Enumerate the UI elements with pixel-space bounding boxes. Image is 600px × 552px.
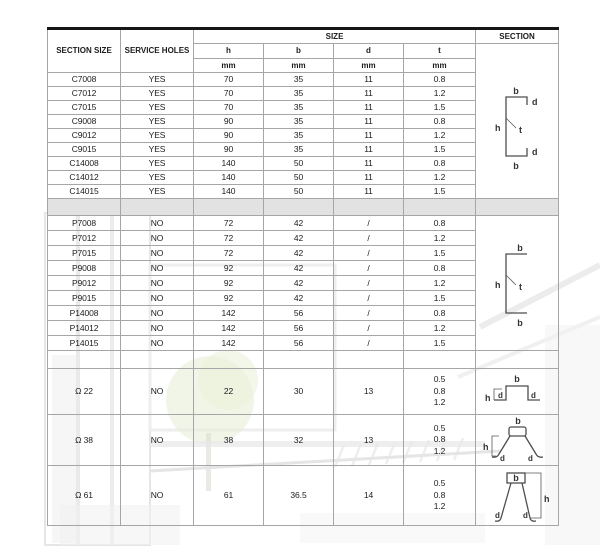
cell-d: 11 [334, 143, 404, 157]
label-h: h [483, 442, 489, 452]
cell-h: 70 [194, 87, 264, 101]
omega22-profile-diagram [484, 372, 550, 412]
cell-service-holes: NO [121, 231, 194, 246]
label-d: d [495, 510, 500, 520]
label-b: b [513, 161, 519, 171]
omega38-profile-diagram [483, 416, 551, 464]
c-section-diagram-cell [476, 44, 559, 199]
p-section-diagram-cell [476, 216, 559, 351]
cell-b: 42 [264, 216, 334, 231]
cell-section-size: P7008 [48, 216, 121, 231]
cell-service-holes: NO [121, 306, 194, 321]
col-header-section-size: SECTION SIZE [48, 29, 121, 73]
cell-section-size: C9015 [48, 143, 121, 157]
label-b: b [514, 373, 520, 384]
t-pointer-line [506, 118, 516, 128]
cell-t [404, 369, 476, 415]
t-value: 0.5 [433, 422, 446, 433]
section-size-table [47, 27, 559, 526]
cell-h: 140 [194, 171, 264, 185]
spacer-row [48, 351, 559, 369]
cell-section-size: P7012 [48, 231, 121, 246]
cell-d: / [334, 306, 404, 321]
cell-t [404, 466, 476, 526]
label-t: t [519, 125, 522, 135]
spacer-cell [48, 351, 121, 369]
cell-b: 35 [264, 73, 334, 87]
cell-d: / [334, 336, 404, 351]
cell-service-holes: NO [121, 276, 194, 291]
label-d: d [528, 454, 533, 463]
cell-h: 72 [194, 231, 264, 246]
cell-d: 14 [334, 466, 404, 526]
cell-d: / [334, 231, 404, 246]
label-b: b [513, 472, 519, 483]
label-b: b [517, 318, 523, 328]
col-header-b: b [264, 44, 334, 59]
spacer-cell [121, 351, 194, 369]
c-profile-outline [506, 97, 527, 156]
cell-b: 35 [264, 87, 334, 101]
cell-d: / [334, 216, 404, 231]
cell-d: 13 [334, 369, 404, 415]
cell-t: 0.8 [404, 157, 476, 171]
cell-service-holes: NO [121, 466, 194, 526]
cell-d: 11 [334, 171, 404, 185]
cell-service-holes: NO [121, 246, 194, 261]
col-header-h: h [194, 44, 264, 59]
cell-service-holes: NO [121, 216, 194, 231]
cell-section-size: C9012 [48, 129, 121, 143]
t-value: 0.8 [433, 434, 446, 445]
cell-h: 142 [194, 321, 264, 336]
cell-section-size: P14012 [48, 321, 121, 336]
cell-b: 35 [264, 101, 334, 115]
cell-section-size: P14015 [48, 336, 121, 351]
cell-d: 11 [334, 101, 404, 115]
cell-section-size: C14015 [48, 185, 121, 199]
cell-h: 92 [194, 276, 264, 291]
cell-h: 72 [194, 216, 264, 231]
cell-b: 36.5 [264, 466, 334, 526]
cell-b: 50 [264, 185, 334, 199]
cell-t: 1.5 [404, 101, 476, 115]
spacer-cell [334, 351, 404, 369]
cell-service-holes: YES [121, 129, 194, 143]
label-h: h [495, 280, 501, 290]
spacer-cell [404, 351, 476, 369]
t-value: 1.2 [433, 397, 446, 408]
cell-t: 1.5 [404, 246, 476, 261]
cell-t: 1.2 [404, 231, 476, 246]
omega61-diagram-cell [476, 466, 559, 526]
cell-section-size: C7008 [48, 73, 121, 87]
cell-h: 90 [194, 129, 264, 143]
label-b: b [513, 86, 519, 96]
t-value: 1.2 [433, 501, 446, 512]
cell-h: 70 [194, 73, 264, 87]
cell-b: 50 [264, 157, 334, 171]
label-h: h [485, 392, 491, 403]
unit-d: mm [334, 59, 404, 73]
cell-section-size: P14008 [48, 306, 121, 321]
cell-service-holes: YES [121, 73, 194, 87]
col-header-section: SECTION [476, 29, 559, 44]
cell-service-holes: YES [121, 171, 194, 185]
omega22-diagram-cell [476, 369, 559, 415]
cell-b: 35 [264, 129, 334, 143]
cell-t: 1.2 [404, 87, 476, 101]
t-value: 0.8 [433, 385, 446, 396]
t-value: 0.8 [433, 489, 446, 500]
cell-t: 1.5 [404, 291, 476, 306]
cell-h: 61 [194, 466, 264, 526]
cell-section-size: C14008 [48, 157, 121, 171]
cell-t: 1.5 [404, 185, 476, 199]
label-d: d [532, 97, 538, 107]
header-row [48, 29, 559, 44]
cell-service-holes: YES [121, 115, 194, 129]
crown-box [509, 427, 526, 436]
unit-t: mm [404, 59, 476, 73]
cell-section-size: P9008 [48, 261, 121, 276]
col-header-t: t [404, 44, 476, 59]
separator-band-row [48, 199, 559, 216]
table-row [48, 216, 559, 231]
cell-section-size: Ω 22 [48, 369, 121, 415]
band-cell [334, 199, 404, 216]
col-header-d: d [334, 44, 404, 59]
col-header-service-holes: SERVICE HOLES [121, 29, 194, 73]
table-row [48, 466, 559, 526]
cell-section-size: C7012 [48, 87, 121, 101]
t-value: 0.5 [433, 374, 446, 385]
cell-section-size: Ω 61 [48, 466, 121, 526]
label-t: t [519, 282, 522, 292]
label-d: d [500, 454, 505, 463]
cell-b: 35 [264, 115, 334, 129]
label-h: h [495, 123, 501, 133]
cell-d: 11 [334, 185, 404, 199]
cell-service-holes: NO [121, 321, 194, 336]
cell-service-holes: YES [121, 143, 194, 157]
cell-t: 1.2 [404, 321, 476, 336]
cell-t: 0.8 [404, 306, 476, 321]
h-bracket [492, 436, 499, 456]
cell-d: 11 [334, 87, 404, 101]
cell-b: 32 [264, 415, 334, 466]
cell-section-size: P7015 [48, 246, 121, 261]
cell-h: 22 [194, 369, 264, 415]
cell-h: 92 [194, 291, 264, 306]
cell-d: / [334, 276, 404, 291]
cell-b: 42 [264, 291, 334, 306]
cell-d: 11 [334, 157, 404, 171]
cell-service-holes: YES [121, 185, 194, 199]
cell-b: 50 [264, 171, 334, 185]
cell-service-holes: YES [121, 87, 194, 101]
band-cell [121, 199, 194, 216]
omega61-profile-diagram [481, 467, 553, 525]
cell-h: 140 [194, 185, 264, 199]
table-row [48, 369, 559, 415]
cell-section-size: C9008 [48, 115, 121, 129]
cell-d: / [334, 321, 404, 336]
cell-b: 56 [264, 336, 334, 351]
cell-h: 142 [194, 336, 264, 351]
cell-h: 90 [194, 115, 264, 129]
label-b: b [517, 243, 523, 253]
band-cell [476, 199, 559, 216]
band-cell [48, 199, 121, 216]
spacer-cell [264, 351, 334, 369]
cell-h: 72 [194, 246, 264, 261]
cell-t: 1.5 [404, 143, 476, 157]
cell-service-holes: NO [121, 291, 194, 306]
cell-section-size: P9015 [48, 291, 121, 306]
unit-h: mm [194, 59, 264, 73]
t-value: 0.5 [433, 478, 446, 489]
t-value: 1.2 [433, 445, 446, 456]
cell-b: 30 [264, 369, 334, 415]
cell-service-holes: NO [121, 369, 194, 415]
table-row [48, 415, 559, 466]
label-d: d [523, 510, 528, 520]
cell-b: 42 [264, 246, 334, 261]
cell-b: 56 [264, 321, 334, 336]
t-pointer-line [506, 275, 516, 285]
unit-b: mm [264, 59, 334, 73]
cell-service-holes: NO [121, 261, 194, 276]
cell-d: 11 [334, 129, 404, 143]
cell-service-holes: YES [121, 157, 194, 171]
cell-h: 90 [194, 143, 264, 157]
cell-d: / [334, 261, 404, 276]
omega38-diagram-cell [476, 415, 559, 466]
cell-t: 1.2 [404, 171, 476, 185]
label-b: b [515, 416, 521, 426]
cell-d: 11 [334, 115, 404, 129]
col-header-size-group: SIZE [194, 29, 476, 44]
cell-b: 35 [264, 143, 334, 157]
spacer-cell [194, 351, 264, 369]
cell-section-size: P9012 [48, 276, 121, 291]
cell-t: 0.8 [404, 115, 476, 129]
cell-h: 142 [194, 306, 264, 321]
label-h: h [544, 493, 550, 504]
band-cell [264, 199, 334, 216]
cell-t [404, 415, 476, 466]
cell-d: / [334, 291, 404, 306]
cell-t: 0.8 [404, 216, 476, 231]
cell-t: 0.8 [404, 261, 476, 276]
label-d: d [532, 147, 538, 157]
band-cell [404, 199, 476, 216]
cell-section-size: Ω 38 [48, 415, 121, 466]
cell-service-holes: YES [121, 101, 194, 115]
label-d: d [531, 390, 536, 400]
cell-h: 70 [194, 101, 264, 115]
cell-h: 92 [194, 261, 264, 276]
cell-b: 42 [264, 276, 334, 291]
p-profile-diagram [489, 242, 545, 328]
cell-t: 1.2 [404, 129, 476, 143]
cell-b: 42 [264, 261, 334, 276]
cell-d: / [334, 246, 404, 261]
cell-section-size: C7015 [48, 101, 121, 115]
cell-t: 0.8 [404, 73, 476, 87]
spacer-cell [476, 351, 559, 369]
cell-h: 38 [194, 415, 264, 466]
c-profile-diagram [489, 85, 545, 171]
cell-d: 11 [334, 73, 404, 87]
band-cell [194, 199, 264, 216]
cell-b: 42 [264, 231, 334, 246]
cell-service-holes: NO [121, 415, 194, 466]
p-profile-outline [506, 254, 527, 313]
cell-section-size: C14012 [48, 171, 121, 185]
label-d: d [498, 390, 503, 400]
cell-t: 1.2 [404, 276, 476, 291]
cell-b: 56 [264, 306, 334, 321]
cell-service-holes: NO [121, 336, 194, 351]
cell-h: 140 [194, 157, 264, 171]
cell-d: 13 [334, 415, 404, 466]
cell-t: 1.5 [404, 336, 476, 351]
